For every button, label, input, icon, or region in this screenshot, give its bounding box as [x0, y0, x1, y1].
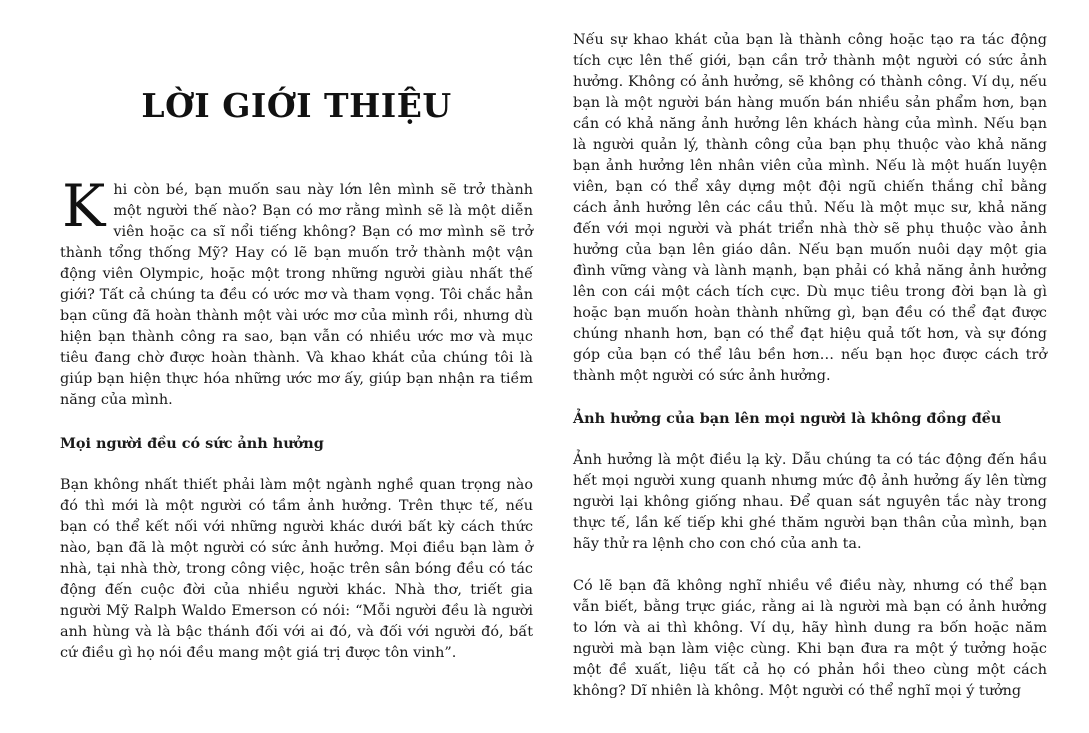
right-paragraph-2: Ảnh hưởng là một điều lạ kỳ. Dẫu chúng ta có tác động đến hầu hết mọi người xung quanh nhưng mức độ ảnh hưởng ấy lên từng người lại không giống nhau. Để quan sát nguyên tắc này trong thực tế, lần kế tiếp khi ghé thăm người bạn thân của mình, bạn hãy thử ra lệnh cho con chó của anh ta. [573, 452, 1047, 552]
left-page [60, 0, 533, 664]
intro-text: hi còn bé, bạn muốn sau này lớn lên mình sẽ trở thành một người thế nào? Bạn có mơ rằng mình sẽ là một diễn viên hoặc ca sĩ nổi tiếng không? Bạn có mơ mình sẽ trở thành tổng thống Mỹ? Hay có lẽ bạn muốn trở thành một vận động viên Olympic, hoặc một trong những người giàu nhất thế giới? Tất cả chúng ta đều có ước mơ và tham vọng. Tôi chắc hẳn bạn cũng đã hoàn thành một vài ước mơ của mình rồi, nhưng dù hiện bạn thành công ra sao, bạn vẫn có nhiều ước mơ và mục tiêu đang chờ được hoàn thành. Và khao khát của chúng tôi là giúp bạn hiện thực hóa những ước mơ ấy, giúp bạn nhận ra tiềm năng của mình. [60, 182, 533, 408]
right-paragraph-1: Nếu sự khao khát của bạn là thành công hoặc tạo ra tác động tích cực lên thế giới, bạn cần trở thành một người có sức ảnh hưởng. Không có ảnh hưởng, sẽ không có thành công. Ví dụ, nếu bạn là một người bán hàng muốn bán nhiều sản phẩm hơn, bạn cần có khả năng ảnh hưởng lên khách hàng của mình. Nếu bạn là người quản lý, thành công của bạn phụ thuộc vào khả năng bạn ảnh hưởng lên nhân viên của mình. Nếu là một huấn luyện viên, bạn có thể xây dựng một đội ngũ chiến thắng chỉ bằng cách ảnh hưởng lên các cầu thủ. Nếu là một mục sư, khả năng đến với mọi người và phát triển nhà thờ sẽ phụ thuộc vào ảnh hưởng của bạn lên giáo dân. Nếu bạn muốn nuôi dạy một gia đình vững vàng và lành mạnh, bạn phải có khả năng ảnh hưởng lên con cái một cách tích cực. Dù mục tiêu trong đời bạn là gì hoặc bạn muốn hoàn thành những gì, bạn đều có thể đạt được chúng nhanh hơn, bạn có thể đạt hiệu quả tốt hơn, và sự đóng góp của bạn có thể lâu bền hơn… nếu bạn học được cách trở thành một người có sức ảnh hưởng. [573, 32, 1047, 384]
section-heading-influence: Mọi người đều có sức ảnh hưởng [60, 435, 324, 452]
intro-paragraph [60, 172, 533, 411]
section-heading-uneven: Ảnh hưởng của bạn lên mọi người là không đồng đều [573, 410, 1002, 427]
chapter-title: LỜI GIỚI THIỆU [141, 86, 452, 125]
section-paragraph-influence: Bạn không nhất thiết phải làm một ngành nghề quan trọng nào đó thì mới là một người có tầm ảnh hưởng. Trên thực tế, nếu bạn có thể kết nối với những người khác dưới bất kỳ cách thức nào, bạn đã là một người có sức ảnh hưởng. Mọi điều bạn làm ở nhà, tại nhà thờ, trong công việc, hoặc trên sân bóng đều có tác động đến cuộc đời của nhiều người khác. Nhà thơ, triết gia người Mỹ Ralph Waldo Emerson có nói: “Mỗi người đều là người anh hùng và là bậc thánh đối với ai đó, và đối với người đó, bất cứ điều gì họ nói đều mang một giá trị được tôn vinh”. [60, 477, 533, 661]
right-page [573, 30, 1047, 702]
right-paragraph-3: Có lẽ bạn đã không nghĩ nhiều về điều này, nhưng có thể bạn vẫn biết, bằng trực giác, rằng ai là người mà bạn có ảnh hưởng to lớn và ai thì không. Ví dụ, hãy hình dung ra bốn hoặc năm người mà bạn làm việc cùng. Khi bạn đưa ra một ý tưởng hoặc một đề xuất, liệu tất cả họ có phản hồi theo cùng một cách không? Dĩ nhiên là không. Một người có thể nghĩ mọi ý tưởng [573, 578, 1047, 699]
drop-cap: K [62, 172, 106, 240]
